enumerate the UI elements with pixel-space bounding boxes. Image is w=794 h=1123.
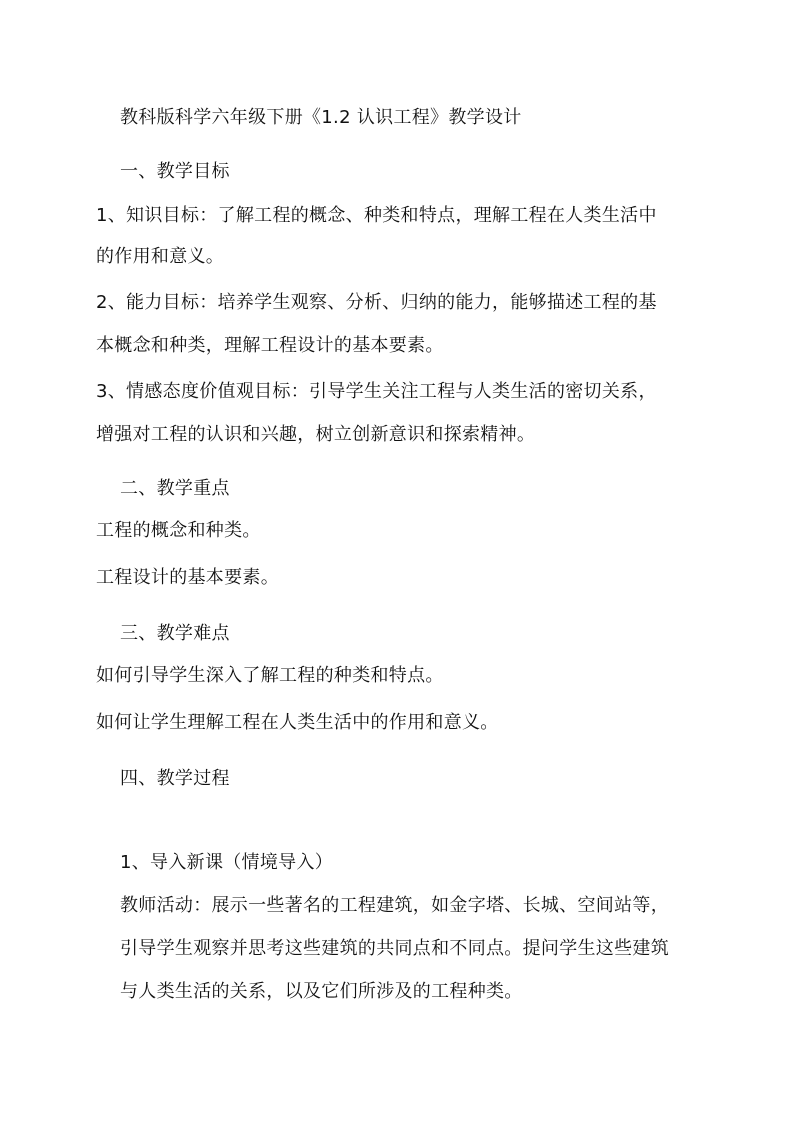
document-title: 教科版科学六年级下册《1.2 认识工程》教学设计: [120, 107, 522, 128]
difficulties-line-2: 如何让学生理解工程在人类生活中的作用和意义。: [96, 712, 499, 733]
step1-line-3: 与人类生活的关系，以及它们所涉及的工程种类。: [120, 981, 523, 1002]
objectives-line-4: 本概念和种类，理解工程设计的基本要素。: [96, 335, 444, 356]
step1-line-1: 教师活动：展示一些著名的工程建筑，如金字塔、长城、空间站等，: [120, 895, 669, 916]
heading-key-points: 二、教学重点: [120, 478, 230, 499]
objectives-line-1: 1、知识目标：了解工程的概念、种类和特点，理解工程在人类生活中: [96, 205, 657, 226]
objectives-line-6: 增强对工程的认识和兴趣，树立创新意识和探索精神。: [96, 424, 536, 445]
key-points-line-1: 工程的概念和种类。: [96, 520, 261, 541]
step1-line-2: 引导学生观察并思考这些建筑的共同点和不同点。提问学生这些建筑: [120, 938, 669, 959]
step1-heading: 1、导入新课（情境导入）: [120, 852, 334, 873]
heading-process: 四、教学过程: [120, 768, 230, 789]
objectives-line-3: 2、能力目标：培养学生观察、分析、归纳的能力，能够描述工程的基: [96, 292, 657, 313]
heading-difficulties: 三、教学难点: [120, 623, 230, 644]
heading-objectives: 一、教学目标: [120, 161, 230, 182]
difficulties-line-1: 如何引导学生深入了解工程的种类和特点。: [96, 665, 444, 686]
objectives-line-5: 3、情感态度价值观目标：引导学生关注工程与人类生活的密切关系，: [96, 381, 657, 402]
key-points-line-2: 工程设计的基本要素。: [96, 567, 279, 588]
objectives-line-2: 的作用和意义。: [96, 246, 225, 267]
